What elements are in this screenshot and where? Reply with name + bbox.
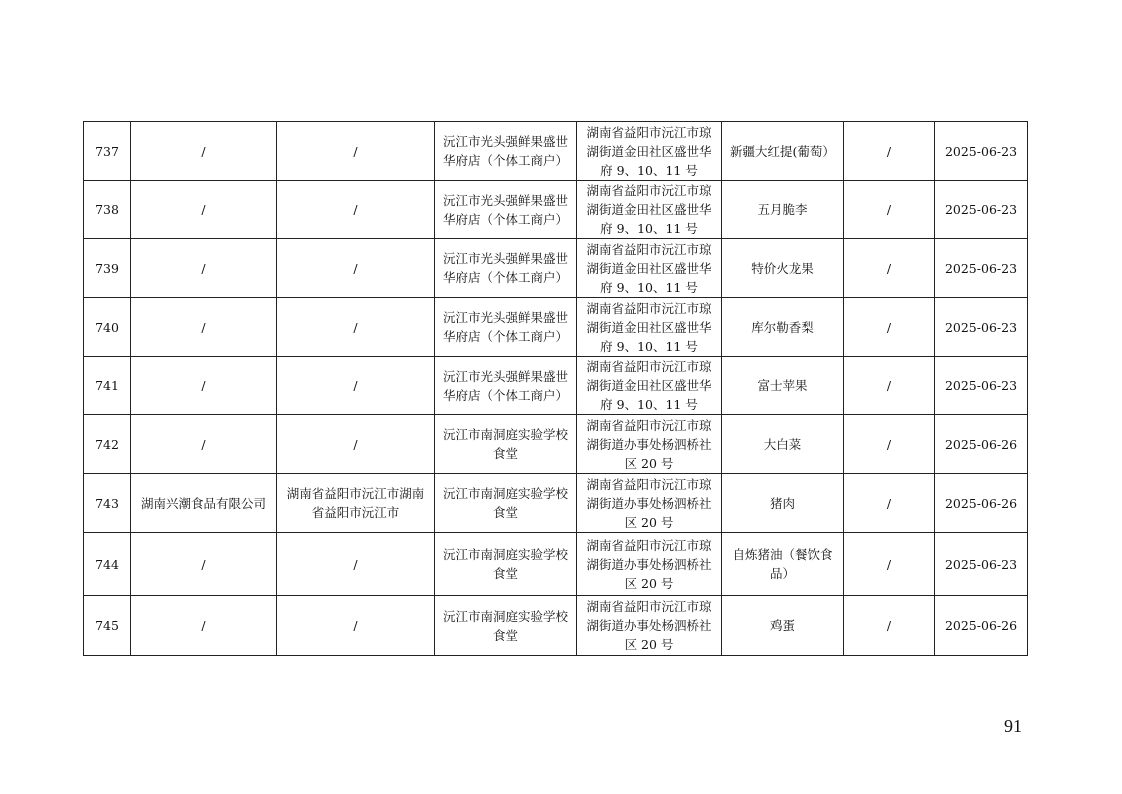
cell-date: 2025-06-23 bbox=[935, 357, 1028, 415]
cell-food: 五月脆李 bbox=[722, 181, 844, 239]
cell-food: 大白菜 bbox=[722, 415, 844, 474]
cell-no: 741 bbox=[84, 357, 131, 415]
table-row bbox=[84, 298, 1028, 357]
cell-producer: / bbox=[131, 181, 277, 239]
cell-business: 沅江市南洞庭实验学校食堂 bbox=[435, 415, 577, 474]
cell-spec: / bbox=[844, 239, 935, 298]
cell-no: 743 bbox=[84, 474, 131, 533]
table-row bbox=[84, 239, 1028, 298]
cell-producer: / bbox=[131, 415, 277, 474]
cell-business: 沅江市光头强鲜果盛世华府店（个体工商户） bbox=[435, 181, 577, 239]
cell-business: 沅江市光头强鲜果盛世华府店（个体工商户） bbox=[435, 122, 577, 181]
table-row bbox=[84, 596, 1028, 656]
cell-no: 737 bbox=[84, 122, 131, 181]
cell-producer: 湖南兴潮食品有限公司 bbox=[131, 474, 277, 533]
cell-date: 2025-06-23 bbox=[935, 239, 1028, 298]
cell-spec: / bbox=[844, 415, 935, 474]
table-row bbox=[84, 181, 1028, 239]
cell-spec: / bbox=[844, 533, 935, 596]
cell-business-address: 湖南省益阳市沅江市琼湖街道办事处杨泗桥社区 20 号 bbox=[577, 596, 722, 656]
cell-no: 745 bbox=[84, 596, 131, 656]
cell-business-address: 湖南省益阳市沅江市琼湖街道金田社区盛世华府 9、10、11 号 bbox=[577, 181, 722, 239]
cell-spec: / bbox=[844, 298, 935, 357]
cell-date: 2025-06-26 bbox=[935, 415, 1028, 474]
cell-producer: / bbox=[131, 533, 277, 596]
cell-date: 2025-06-23 bbox=[935, 298, 1028, 357]
cell-producer-address: / bbox=[277, 357, 435, 415]
cell-food: 新疆大红提(葡萄） bbox=[722, 122, 844, 181]
cell-date: 2025-06-23 bbox=[935, 533, 1028, 596]
cell-business: 沅江市南洞庭实验学校食堂 bbox=[435, 474, 577, 533]
cell-producer-address: 湖南省益阳市沅江市湖南省益阳市沅江市 bbox=[277, 474, 435, 533]
cell-no: 739 bbox=[84, 239, 131, 298]
cell-spec: / bbox=[844, 181, 935, 239]
sampling-table bbox=[83, 121, 1028, 656]
table-row bbox=[84, 357, 1028, 415]
cell-spec: / bbox=[844, 596, 935, 656]
table-row bbox=[84, 533, 1028, 596]
cell-no: 740 bbox=[84, 298, 131, 357]
cell-spec: / bbox=[844, 122, 935, 181]
cell-business-address: 湖南省益阳市沅江市琼湖街道办事处杨泗桥社区 20 号 bbox=[577, 533, 722, 596]
cell-business-address: 湖南省益阳市沅江市琼湖街道办事处杨泗桥社区 20 号 bbox=[577, 415, 722, 474]
cell-spec: / bbox=[844, 357, 935, 415]
cell-food: 鸡蛋 bbox=[722, 596, 844, 656]
cell-food: 库尔勒香梨 bbox=[722, 298, 844, 357]
cell-no: 738 bbox=[84, 181, 131, 239]
cell-business-address: 湖南省益阳市沅江市琼湖街道金田社区盛世华府 9、10、11 号 bbox=[577, 357, 722, 415]
cell-producer: / bbox=[131, 357, 277, 415]
cell-food: 富士苹果 bbox=[722, 357, 844, 415]
table-row bbox=[84, 122, 1028, 181]
cell-producer-address: / bbox=[277, 122, 435, 181]
table-row bbox=[84, 415, 1028, 474]
cell-business-address: 湖南省益阳市沅江市琼湖街道办事处杨泗桥社区 20 号 bbox=[577, 474, 722, 533]
cell-business: 沅江市南洞庭实验学校食堂 bbox=[435, 533, 577, 596]
cell-producer-address: / bbox=[277, 239, 435, 298]
cell-producer-address: / bbox=[277, 181, 435, 239]
cell-date: 2025-06-23 bbox=[935, 181, 1028, 239]
cell-business-address: 湖南省益阳市沅江市琼湖街道金田社区盛世华府 9、10、11 号 bbox=[577, 122, 722, 181]
cell-business: 沅江市南洞庭实验学校食堂 bbox=[435, 596, 577, 656]
cell-producer: / bbox=[131, 122, 277, 181]
cell-business-address: 湖南省益阳市沅江市琼湖街道金田社区盛世华府 9、10、11 号 bbox=[577, 298, 722, 357]
cell-business-address: 湖南省益阳市沅江市琼湖街道金田社区盛世华府 9、10、11 号 bbox=[577, 239, 722, 298]
cell-food: 自炼猪油（餐饮食品） bbox=[722, 533, 844, 596]
cell-date: 2025-06-26 bbox=[935, 474, 1028, 533]
cell-producer-address: / bbox=[277, 533, 435, 596]
cell-date: 2025-06-23 bbox=[935, 122, 1028, 181]
cell-spec: / bbox=[844, 474, 935, 533]
cell-no: 744 bbox=[84, 533, 131, 596]
cell-date: 2025-06-26 bbox=[935, 596, 1028, 656]
cell-producer-address: / bbox=[277, 415, 435, 474]
cell-business: 沅江市光头强鲜果盛世华府店（个体工商户） bbox=[435, 357, 577, 415]
cell-no: 742 bbox=[84, 415, 131, 474]
cell-producer: / bbox=[131, 239, 277, 298]
cell-food: 猪肉 bbox=[722, 474, 844, 533]
cell-producer: / bbox=[131, 596, 277, 656]
table-row bbox=[84, 474, 1028, 533]
cell-producer: / bbox=[131, 298, 277, 357]
cell-business: 沅江市光头强鲜果盛世华府店（个体工商户） bbox=[435, 298, 577, 357]
page-number: 91 bbox=[1004, 716, 1022, 736]
cell-food: 特价火龙果 bbox=[722, 239, 844, 298]
table-body bbox=[84, 122, 1028, 656]
cell-business: 沅江市光头强鲜果盛世华府店（个体工商户） bbox=[435, 239, 577, 298]
cell-producer-address: / bbox=[277, 596, 435, 656]
cell-producer-address: / bbox=[277, 298, 435, 357]
